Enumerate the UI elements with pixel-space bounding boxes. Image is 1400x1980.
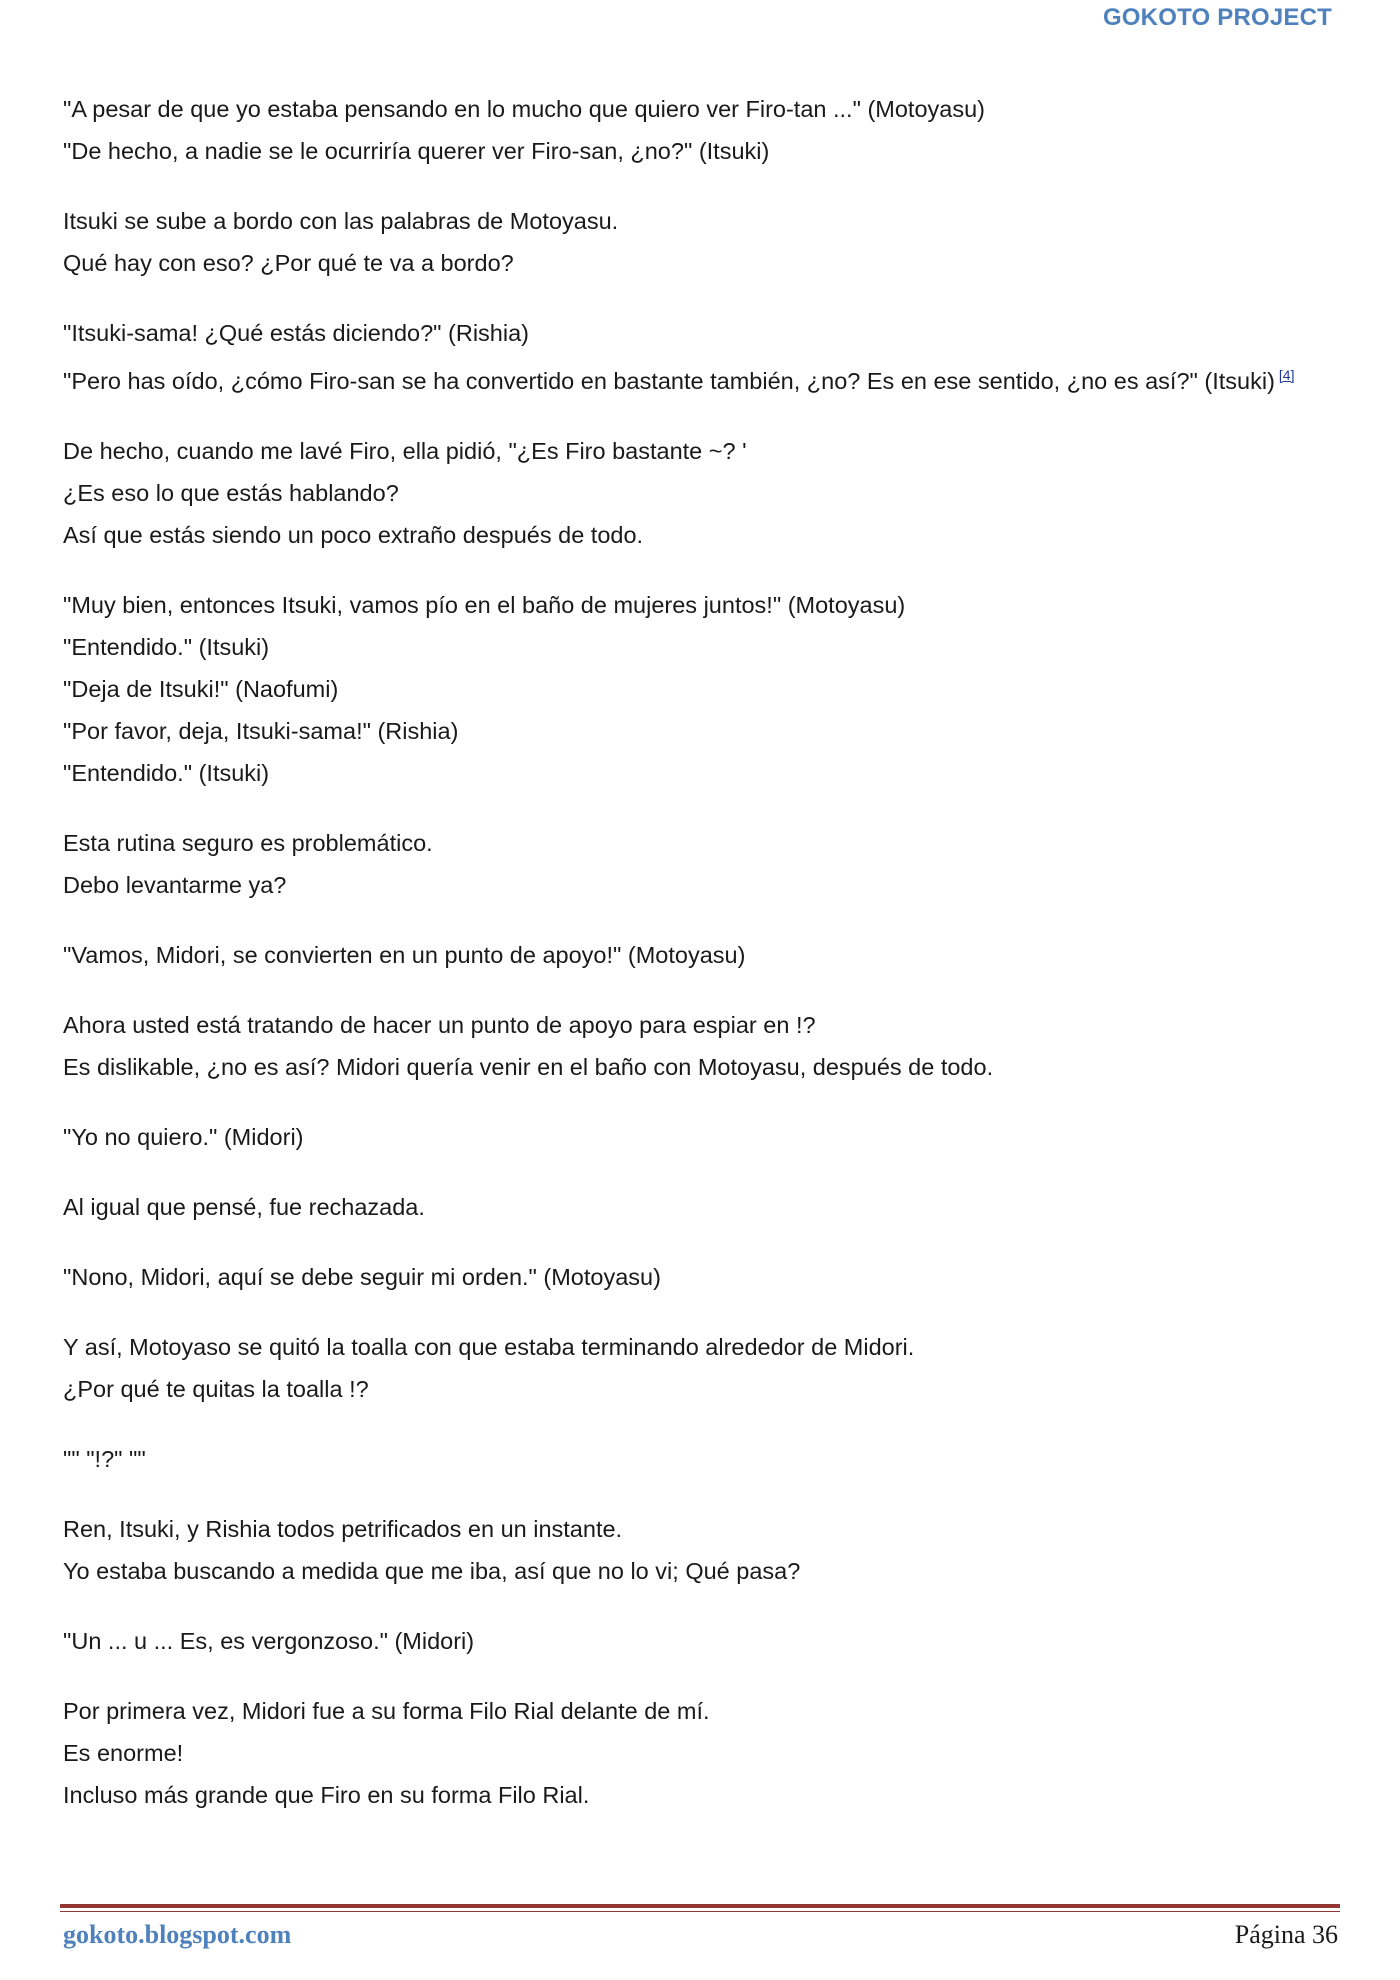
text-line: Itsuki se sube a bordo con las palabras de Motoyasu. [63, 208, 619, 234]
text-line: Y así, Motoyaso se quitó la toalla con que estaba terminando alrededor de Midori. [63, 1333, 915, 1360]
text-line: Es enorme! [63, 1739, 184, 1766]
paragraph [63, 584, 1333, 794]
text-line: "Deja de Itsuki!" (Naofumi) [63, 675, 339, 702]
text-line: "" "!?" "" [63, 1445, 146, 1472]
paragraph [63, 1690, 1333, 1816]
text-line: Es dislikable, ¿no es así? Midori quería venir en el baño con Motoyasu, después de todo. [63, 1053, 994, 1080]
document-body [63, 88, 1333, 1844]
text-line: "Nono, Midori, aquí se debe seguir mi orden." (Motoyasu) [63, 1263, 661, 1290]
text-line: Debo levantarme ya? [63, 871, 287, 898]
footer-url: gokoto.blogspot.com [63, 1920, 292, 1949]
text-line: "A pesar de que yo estaba pensando en lo mucho que quiero ver Firo-tan ..." (Motoyasu) [63, 96, 985, 122]
footer-divider [60, 1904, 1340, 1908]
paragraph [63, 1256, 1333, 1298]
footnote-link[interactable]: [4] [1278, 367, 1295, 383]
header-brand: GOKOTO PROJECT [1102, 4, 1332, 31]
text-line: Incluso más grande que Firo en su forma Filo Rial. [63, 1781, 590, 1808]
paragraph [63, 1186, 1333, 1228]
paragraph [63, 934, 1333, 976]
paragraph [63, 312, 1333, 402]
text-line: "Vamos, Midori, se convierten en un punto de apoyo!" (Motoyasu) [63, 941, 746, 968]
text-line [63, 354, 1333, 402]
paragraph [63, 200, 1333, 284]
paragraph [63, 1004, 1333, 1088]
text-line: "Entendido." (Itsuki) [63, 633, 270, 660]
text-line: Así que estás siendo un poco extraño después de todo. [63, 521, 644, 548]
text-line: "Muy bien, entonces Itsuki, vamos pío en el baño de mujeres juntos!" (Motoyasu) [63, 591, 906, 618]
text-line: Ren, Itsuki, y Rishia todos petrificados en un instante. [63, 1515, 623, 1542]
text-line: "Un ... u ... Es, es vergonzoso." (Midori) [63, 1627, 475, 1654]
text-line: Yo estaba buscando a medida que me iba, así que no lo vi; Qué pasa? [63, 1557, 801, 1584]
paragraph [63, 1326, 1333, 1410]
text-line-content: "Pero has oído, ¿cómo Firo-san se ha convertido en bastante también, ¿no? Es en ese sentido, ¿no es así?" (Itsuki) [63, 367, 1275, 394]
text-line: ¿Por qué te quitas la toalla !? [63, 1375, 369, 1402]
paragraph [63, 822, 1333, 906]
paragraph [63, 430, 1333, 556]
text-line: Qué hay con eso? ¿Por qué te va a bordo? [63, 250, 514, 276]
text-line: Esta rutina seguro es problemático. [63, 829, 433, 856]
text-line: "Itsuki-sama! ¿Qué estás diciendo?" (Rishia) [63, 320, 529, 346]
text-line: "De hecho, a nadie se le ocurriría querer ver Firo-san, ¿no?" (Itsuki) [63, 138, 770, 164]
text-line: ¿Es eso lo que estás hablando? [63, 479, 399, 506]
paragraph [63, 1508, 1333, 1592]
text-line: "Entendido." (Itsuki) [63, 759, 270, 786]
text-line: "Por favor, deja, Itsuki-sama!" (Rishia) [63, 717, 459, 744]
text-line: Al igual que pensé, fue rechazada. [63, 1193, 425, 1220]
paragraph [63, 1116, 1333, 1158]
paragraph [63, 1620, 1333, 1662]
text-line: De hecho, cuando me lavé Firo, ella pidió, "¿Es Firo bastante ~? ' [63, 437, 747, 464]
paragraph [63, 1438, 1333, 1480]
text-line: Ahora usted está tratando de hacer un punto de apoyo para espiar en !? [63, 1011, 816, 1038]
text-line: "Yo no quiero." (Midori) [63, 1123, 304, 1150]
footer-divider-thin [60, 1911, 1340, 1912]
page-number: Página 36 [1234, 1920, 1338, 1949]
text-line: Por primera vez, Midori fue a su forma Filo Rial delante de mí. [63, 1697, 710, 1724]
paragraph [63, 88, 1333, 172]
